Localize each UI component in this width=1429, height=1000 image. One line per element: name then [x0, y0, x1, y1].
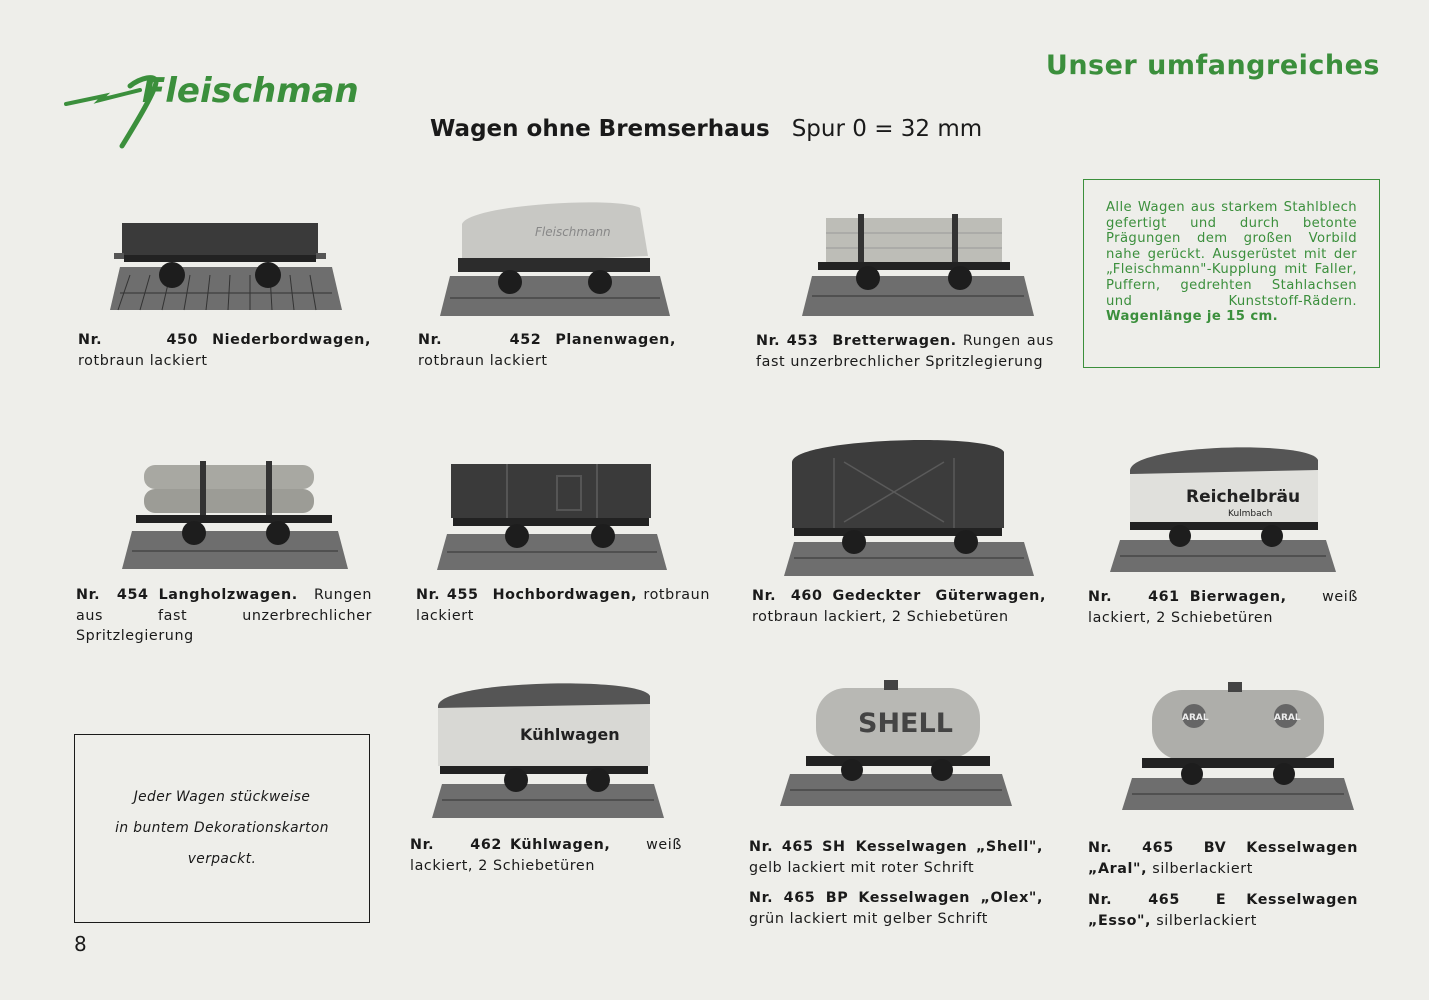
product-name: Kühlwagen, [509, 837, 611, 853]
product-desc: grün lackiert mit gelber Schrift [749, 910, 988, 927]
product-desc: Rungen aus fast unzerbrechlicher Spritzlegierung [756, 333, 1054, 370]
svg-text:Reichelbräu: Reichelbräu [1186, 487, 1301, 507]
product-name: Bretterwagen. [832, 333, 957, 349]
page-number: 8 [74, 932, 87, 956]
product-454-caption [76, 585, 372, 647]
product-455-caption [416, 585, 710, 626]
product-desc: gelb lackiert mit roter Schrift [749, 859, 975, 876]
product-452-caption [418, 330, 676, 371]
product-desc: weiß lackiert, 2 Schiebetüren [410, 837, 682, 874]
info-text: Alle Wagen aus starkem Stahlblech gefertigt und durch betonte Prägungen dem großen Vorbild nahe gerückt. Ausgerüstet mit der „Fleischmann"-Kupplung mit Faller, Puffern, gedrehten Stahlachsen und Kunststoff-Rädern. [1106, 200, 1357, 309]
wagon-460-image [784, 432, 1034, 580]
product-number: Nr. 465 BV [1088, 840, 1227, 856]
svg-text:ARAL: ARAL [1182, 713, 1209, 723]
wagon-465sh-image [780, 680, 1012, 810]
headline: Unser umfangreiches [1045, 50, 1380, 81]
product-desc: rotbraun lackiert [416, 587, 710, 624]
product-desc: silberlackiert [1156, 912, 1257, 929]
svg-text:Fleischmann: Fleischmann [535, 225, 611, 239]
product-name: Niederbordwagen, [212, 332, 371, 348]
product-name: Langholzwagen. [158, 587, 298, 603]
svg-text:SHELL: SHELL [858, 708, 953, 739]
product-desc: rotbraun lackiert [418, 352, 548, 369]
packaging-line-2: in buntem Dekorationskarton [115, 820, 329, 836]
wagon-452-image [440, 196, 670, 321]
product-name: Kesselwagen „Aral", [1088, 840, 1358, 877]
product-453-caption [756, 331, 1054, 372]
wagon-450-image [110, 215, 342, 315]
product-name: Kesselwagen „Olex", [858, 890, 1043, 906]
product-name: Hochbordwagen, [492, 587, 638, 603]
wagon-453-image [802, 208, 1034, 320]
product-number: Nr. 462 [410, 837, 502, 853]
product-460-caption [752, 586, 1046, 627]
svg-text:Kulmbach: Kulmbach [1228, 509, 1273, 519]
product-465bv-caption [1088, 838, 1358, 879]
info-bold: Wagenlänge je 15 cm. [1106, 309, 1279, 325]
product-number: Nr. 454 [76, 587, 149, 603]
subtitle-gauge: Spur 0 = 32 mm [791, 116, 983, 142]
product-desc: weiß lackiert, 2 Schiebetüren [1088, 589, 1358, 626]
svg-text:Fleischmann: Fleischmann [142, 71, 360, 111]
wagon-455-image [437, 462, 667, 574]
subtitle-main: Wagen ohne Bremserhaus [430, 116, 770, 142]
packaging-line-1: Jeder Wagen stückweise [133, 789, 311, 805]
fleischmann-logo [60, 60, 360, 160]
svg-text:Kühlwagen: Kühlwagen [520, 725, 620, 744]
product-number: Nr. 452 [418, 332, 542, 348]
product-465e-caption [1088, 890, 1358, 931]
wagon-461-image [1110, 440, 1336, 576]
product-name: Kesselwagen „Esso", [1088, 892, 1358, 929]
product-desc: rotbraun lackiert, 2 Schiebetüren [752, 608, 1009, 625]
product-name: Planenwagen, [555, 332, 676, 348]
product-465bp-caption [749, 888, 1043, 929]
product-number: Nr. 465 BP [749, 890, 849, 906]
product-465sh-caption [749, 837, 1043, 878]
product-number: Nr. 465 SH [749, 839, 846, 855]
product-number: Nr. 465 E [1088, 892, 1227, 908]
product-461-caption [1088, 587, 1358, 628]
product-number: Nr. 461 [1088, 589, 1180, 605]
product-desc: Rungen aus fast unzerbrechlicher Spritzlegierung [76, 587, 372, 644]
wagon-465bv-image [1122, 682, 1354, 814]
product-450-caption [78, 330, 371, 371]
wagon-454-image [122, 455, 348, 573]
info-box [1083, 179, 1380, 368]
product-name: Gedeckter Güterwagen, [832, 588, 1046, 604]
svg-text:ARAL: ARAL [1274, 713, 1301, 723]
packaging-box [74, 734, 370, 923]
product-name: Kesselwagen „Shell", [855, 839, 1043, 855]
subtitle [430, 116, 982, 142]
product-desc: silberlackiert [1152, 860, 1253, 877]
product-number: Nr. 455 [416, 587, 479, 603]
product-number: Nr. 453 [756, 333, 819, 349]
product-desc: rotbraun lackiert [78, 352, 208, 369]
product-number: Nr. 460 [752, 588, 823, 604]
packaging-line-3: verpackt. [187, 851, 257, 867]
product-number: Nr. 450 [78, 332, 199, 348]
wagon-462-image [432, 676, 664, 822]
product-name: Bierwagen, [1189, 589, 1287, 605]
product-462-caption [410, 835, 682, 876]
